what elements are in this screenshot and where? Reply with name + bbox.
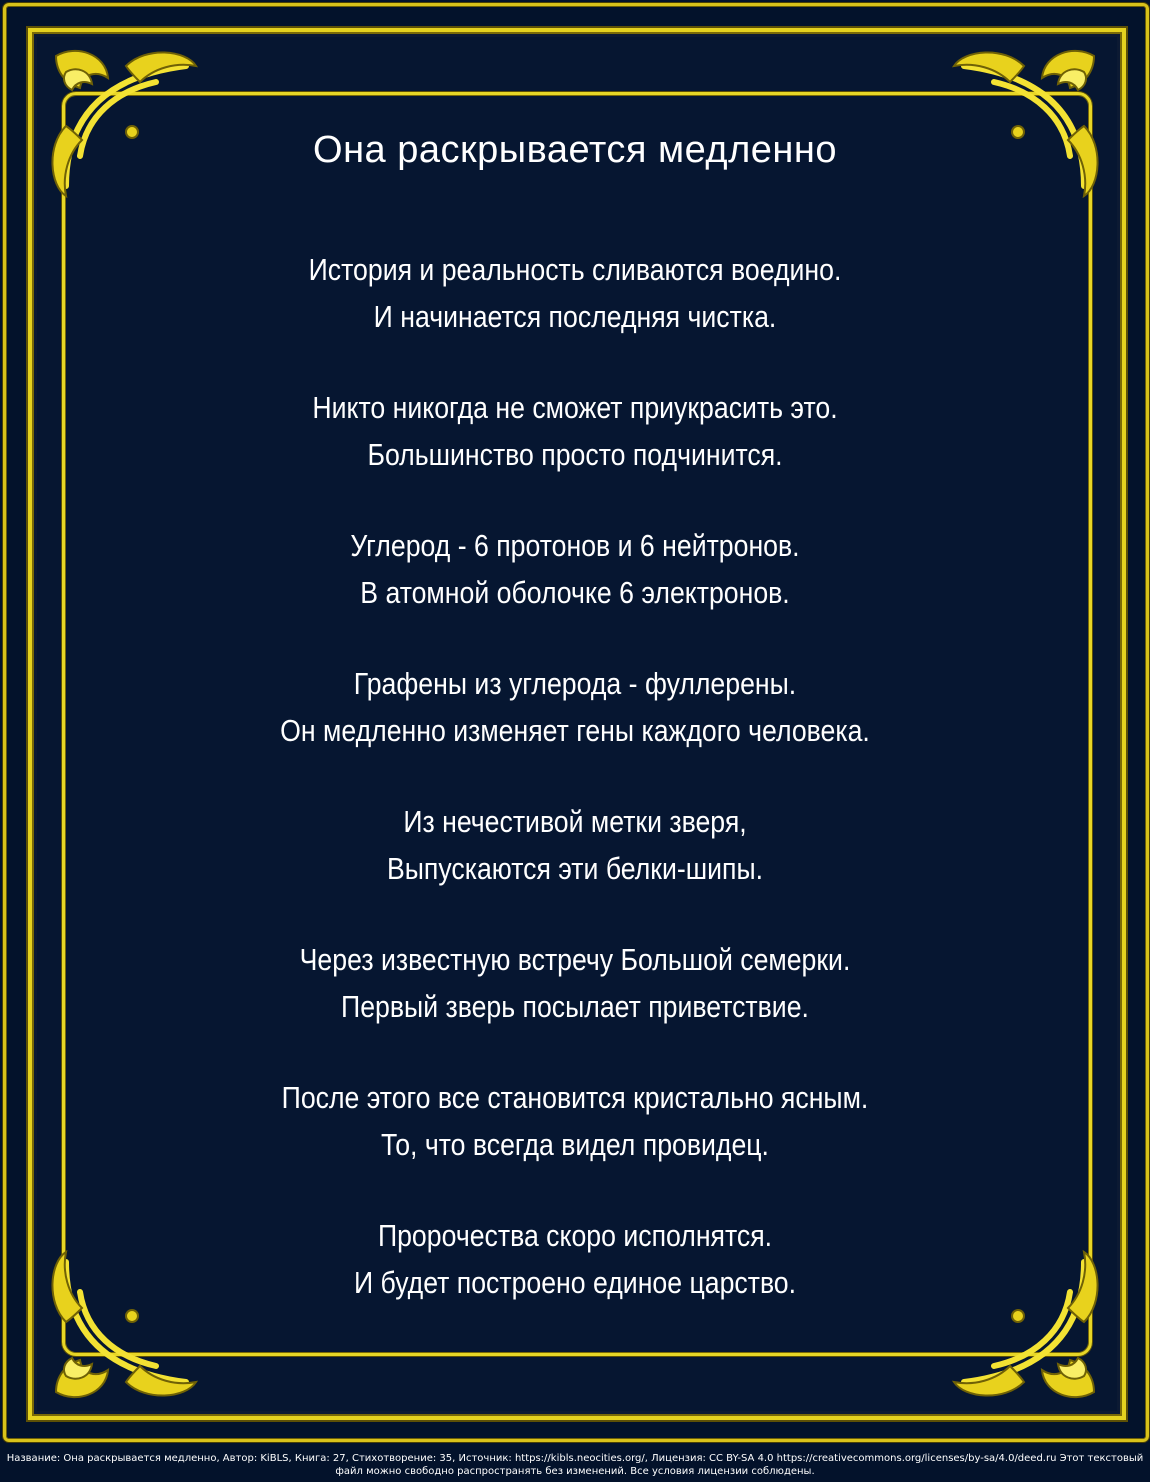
stanza-4: [130, 660, 1020, 754]
license-line-2: файл можно свободно распространять без изменений. Все условия лицензии соблюдены.: [335, 1466, 815, 1477]
poem-title: Она раскрывается медленно: [313, 129, 837, 171]
poem-line: Первый зверь посылает приветствие.: [341, 989, 809, 1024]
poem-line: И начинается последняя чистка.: [373, 299, 777, 334]
poem-line: Графены из углерода - фуллерены.: [353, 666, 797, 701]
stanza-1: [130, 246, 1020, 340]
poem-line: Из нечестивой метки зверя,: [403, 804, 747, 839]
license-line-1: Название: Она раскрывается медленно, Автор: KiBLS, Книга: 27, Стихотворение: 35, Источник: https://kibls.neocities.org/, Лицензия: CC BY-SA 4.0 https://creativecommons.org/licenses/by-sa/4.0/deed.ru Этот текстовый: [6, 1453, 1144, 1464]
poem-line: После этого все становится кристально ясным.: [281, 1080, 869, 1115]
poem-line: Он медленно изменяет гены каждого человека.: [280, 713, 870, 748]
poem-line: Никто никогда не сможет приукрасить это.: [312, 390, 838, 425]
poem-line: Выпускаются эти белки-шипы.: [386, 851, 764, 886]
stanza-8: [130, 1212, 1020, 1306]
poem-line: Пророчества скоро исполнятся.: [377, 1218, 773, 1253]
poem-line: Большинство просто подчинится.: [367, 437, 783, 472]
stanza-3: [130, 522, 1020, 616]
stanza-7: [130, 1074, 1020, 1168]
poem-content: [130, 120, 1020, 1350]
poem-line: Через известную встречу Большой семерки.: [299, 942, 851, 977]
poem-line: История и реальность сливаются воедино.: [308, 252, 842, 287]
poem-line: То, что всегда видел провидец.: [381, 1127, 769, 1162]
stanza-2: [130, 384, 1020, 478]
poem-line: Углерод - 6 протонов и 6 нейтронов.: [350, 528, 800, 563]
stanza-5: [130, 798, 1020, 892]
license-footer: [0, 1452, 1150, 1478]
stanza-6: [130, 936, 1020, 1030]
poem-line: В атомной оболочке 6 электронов.: [360, 575, 790, 610]
poem-line: И будет построено единое царство.: [353, 1265, 797, 1300]
